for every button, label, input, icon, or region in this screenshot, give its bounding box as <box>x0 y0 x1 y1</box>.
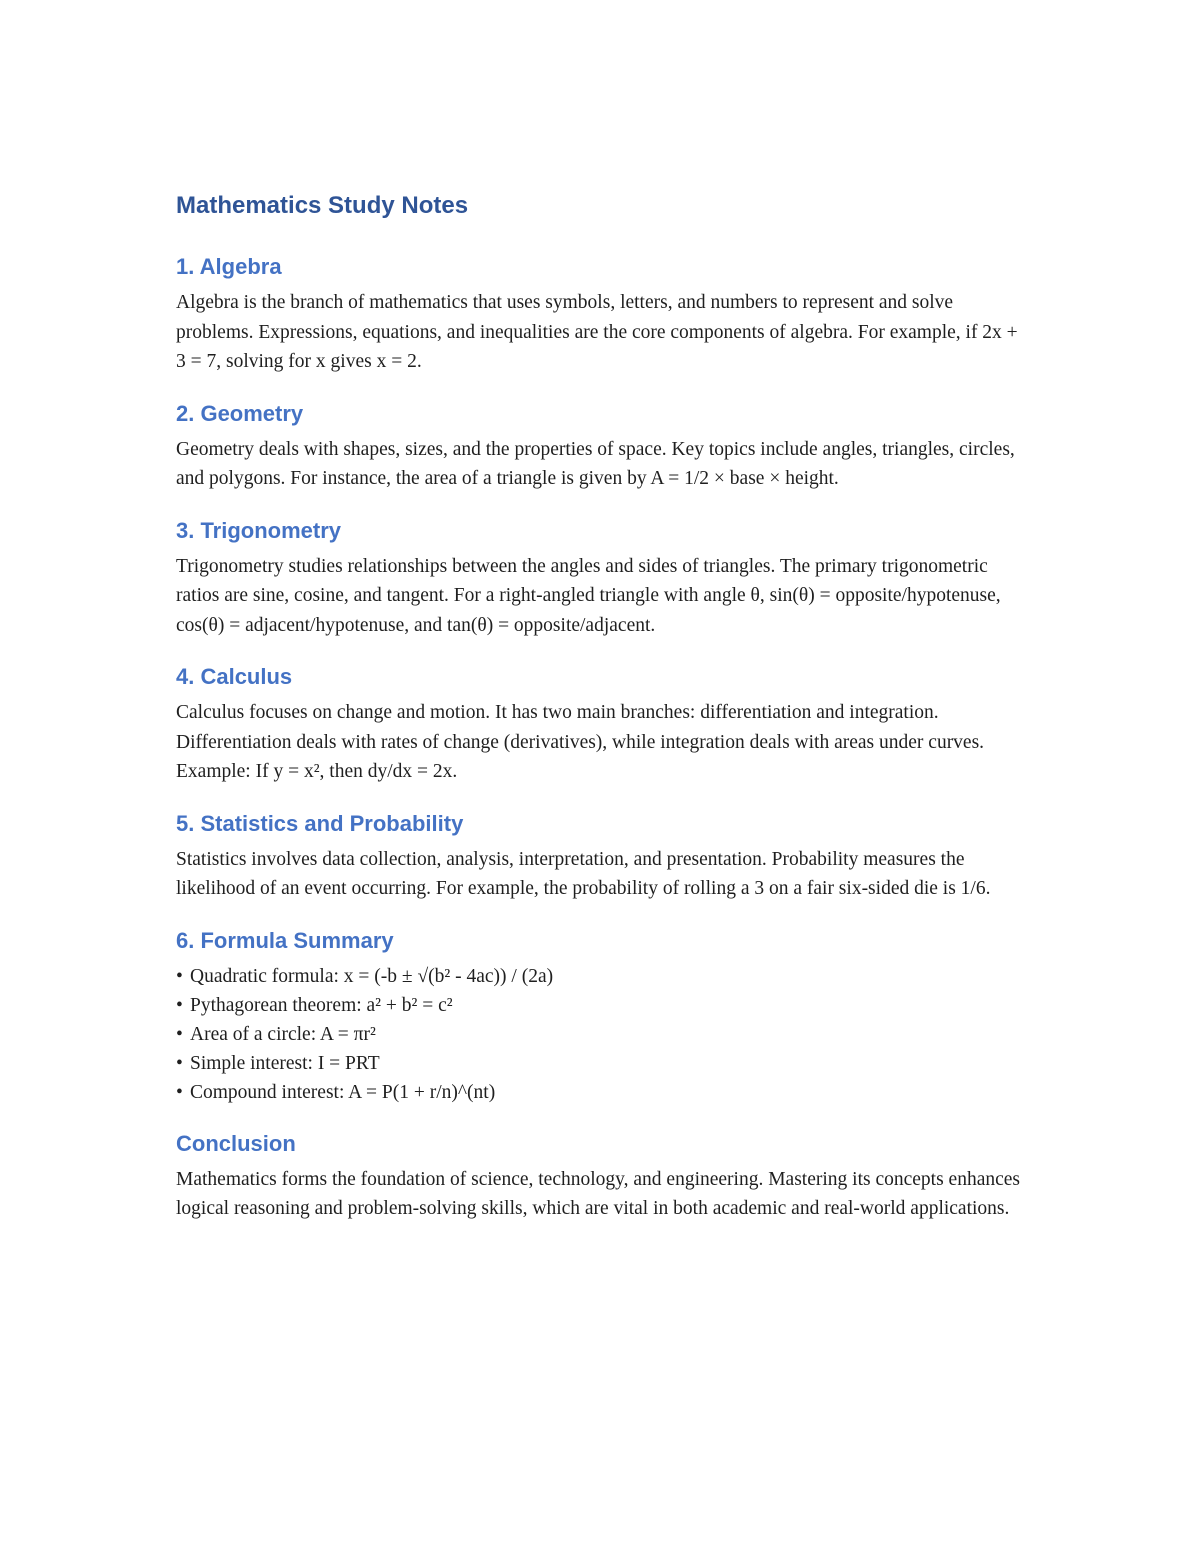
list-item <box>176 1078 1026 1107</box>
section-heading: 5. Statistics and Probability <box>176 810 464 836</box>
list-item <box>176 1049 1026 1078</box>
list-item <box>176 1020 1026 1049</box>
section-heading: 1. Algebra <box>176 254 282 279</box>
section-conclusion <box>176 1129 1026 1224</box>
document-title: Mathematics Study Notes <box>176 192 469 219</box>
section-algebra <box>176 252 1026 377</box>
section-formula-summary <box>176 926 1026 1107</box>
section-statistics-probability <box>176 809 1026 904</box>
list-item <box>176 991 1026 1020</box>
section-heading: 2. Geometry <box>176 400 304 426</box>
section-calculus <box>176 662 1026 787</box>
section-body: Algebra is the branch of mathematics that uses symbols, letters, and numbers to represent and solve problems. Expressions, equations, and inequalities are the core components of algebra. For example, if 2x + 3 = 7, solving for x gives x = 2. <box>176 292 1018 372</box>
document-page <box>176 190 1026 1246</box>
bullet: • <box>176 965 183 987</box>
section-body: Statistics involves data collection, analysis, interpretation, and presentation. Probability measures the likelihood of an event occurring. For example, the probability of rolling a 3 on a fair six-sided die is 1/6. <box>176 848 991 899</box>
bullet: • <box>176 1052 183 1074</box>
section-heading: 4. Calculus <box>176 664 293 689</box>
section-body: Mathematics forms the foundation of science, technology, and engineering. Mastering its concepts enhances logical reasoning and problem-solving skills, which are vital in both academic and real-world applications. <box>176 1168 1021 1219</box>
section-body: Calculus focuses on change and motion. It has two main branches: differentiation and integration. Differentiation deals with rates of change (derivatives), while integration deals with areas under curves. Example: If y = x², then dy/dx = 2x. <box>176 702 985 782</box>
bullet: • <box>176 1023 183 1045</box>
list-item-text: Simple interest: I = PRT <box>190 1052 380 1074</box>
section-body: Geometry deals with shapes, sizes, and the properties of space. Key topics include angles, triangles, circles, and polygons. For instance, the area of a triangle is given by A = 1/2 × base × height. <box>176 438 1015 489</box>
bullet: • <box>176 1081 183 1103</box>
formula-list <box>176 962 1026 1107</box>
section-heading: 3. Trigonometry <box>176 517 342 543</box>
section-heading: Conclusion <box>176 1130 296 1156</box>
list-item-text: Quadratic formula: x = (-b ± √(b² - 4ac)) / (2a) <box>190 965 554 987</box>
section-body: Trigonometry studies relationships between the angles and sides of triangles. The primary trigonometric ratios are sine, cosine, and tangent. For a right-angled triangle with angle θ, sin(θ) = opposite/hypotenuse, cos(θ) = adjacent/hypotenuse, and tan(θ) = opposite/adjacent. <box>176 555 1001 636</box>
section-heading: 6. Formula Summary <box>176 927 394 953</box>
list-item-text: Pythagorean theorem: a² + b² = c² <box>190 994 453 1016</box>
bullet: • <box>176 994 183 1016</box>
section-geometry <box>176 399 1026 494</box>
list-item-text: Compound interest: A = P(1 + r/n)^(nt) <box>190 1081 496 1103</box>
section-trigonometry <box>176 516 1026 641</box>
list-item <box>176 962 1026 991</box>
list-item-text: Area of a circle: A = πr² <box>190 1023 376 1045</box>
